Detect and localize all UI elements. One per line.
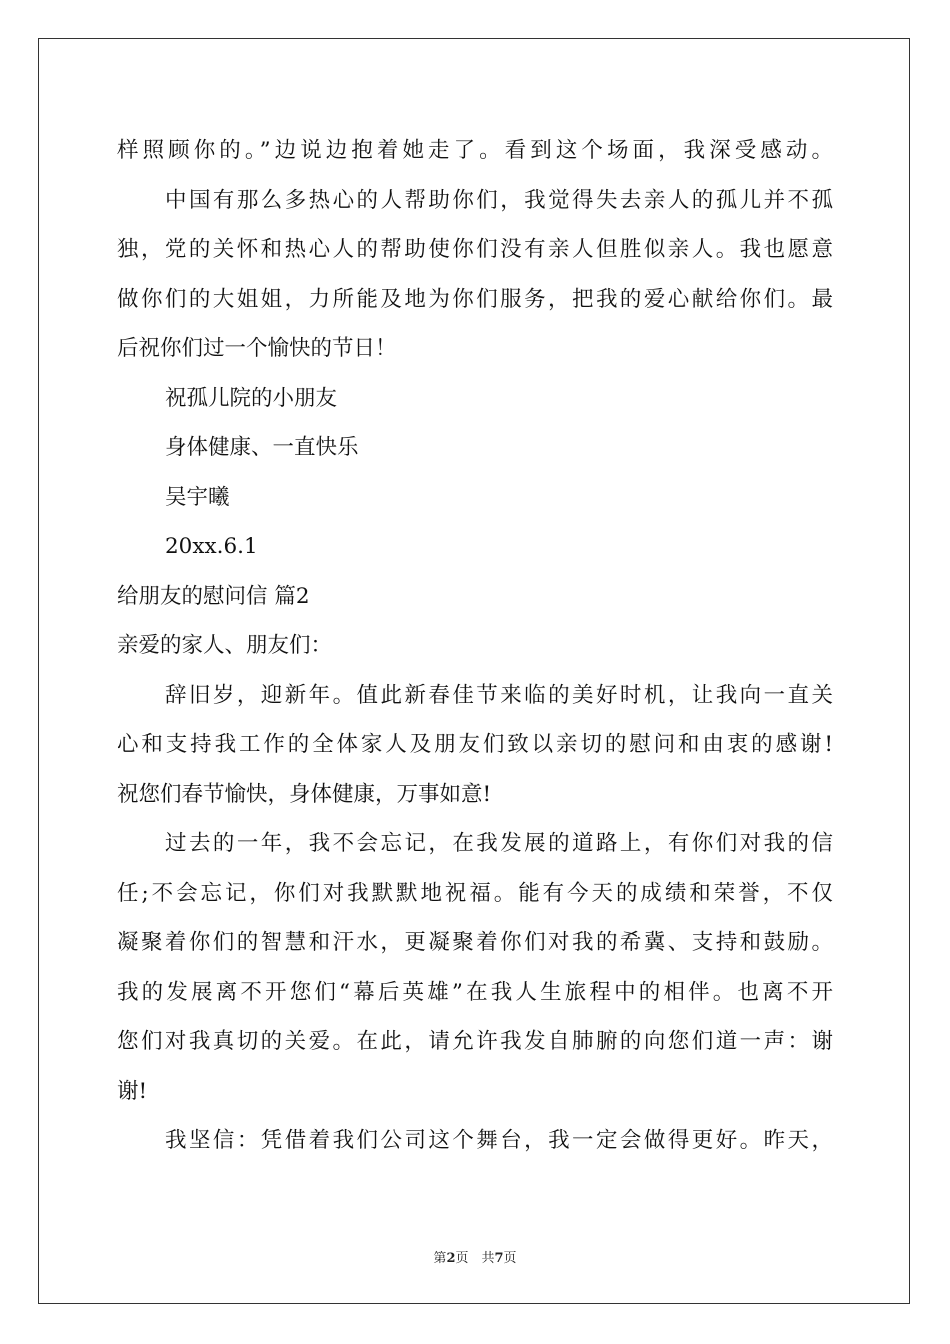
- paragraph-start-line: 过去的一年，我不会忘记，在我发展的道路上，有你们对我的信: [165, 831, 833, 856]
- greeting-line: 身体健康、一直快乐: [165, 435, 359, 460]
- text-line: 您们对我真切的关爱。在此，请允许我发自肺腑的向您们道一声：谢: [117, 1029, 833, 1054]
- footer-page-suffix: 页: [503, 1251, 517, 1266]
- text-line: 独，党的关怀和热心人的帮助使你们没有亲人但胜似亲人。我也愿意: [117, 237, 833, 262]
- text-line: 做你们的大姐姐，力所能及地为你们服务，把我的爱心献给你们。最: [117, 286, 833, 312]
- text-line: 任;不会忘记，你们对我默默地祝福。能有今天的成绩和荣誉，不仅: [117, 880, 833, 906]
- text-line: 后祝你们过一个愉快的节日！: [117, 336, 397, 361]
- footer-page-prefix: 第: [433, 1251, 447, 1266]
- text-line: 谢!: [117, 1078, 148, 1104]
- footer-page-number: 2: [446, 1251, 456, 1266]
- document-body: [117, 126, 833, 1166]
- text-line: 祝您们春节愉快，身体健康，万事如意!: [117, 781, 492, 807]
- text-line: 我的发展离不开您们“幕后英雄”在我人生旅程中的相伴。也离不开: [117, 979, 833, 1005]
- greeting-line: 祝孤儿院的小朋友: [165, 385, 338, 411]
- footer-page-mid: 页 共: [455, 1251, 495, 1266]
- page-footer: [0, 1247, 950, 1266]
- signature-date: 20xx.6.1: [165, 534, 258, 559]
- text-line: 样照顾你的。”边说边抱着她走了。看到这个场面，我深受感动。: [117, 138, 833, 163]
- paragraph-start-line: 我坚信：凭借着我们公司这个舞台，我一定会做得更好。昨天，: [165, 1128, 833, 1153]
- text-line: 凝聚着你们的智慧和汗水，更凝聚着你们对我的希冀、支持和鼓励。: [117, 930, 833, 955]
- paragraph-start-line: 中国有那么多热心的人帮助你们，我觉得失去亲人的孤儿并不孤: [165, 187, 833, 213]
- salutation: 亲爱的家人、朋友们：: [117, 633, 333, 658]
- footer-page-total: 7: [494, 1251, 504, 1266]
- signature-name: 吴宇曦: [165, 484, 230, 510]
- text-line: 心和支持我工作的全体家人及朋友们致以亲切的慰问和由衷的感谢!: [117, 732, 833, 757]
- section-heading: 给朋友的慰问信 篇2: [117, 583, 310, 609]
- paragraph-start-line: 辞旧岁，迎新年。值此新春佳节来临的美好时机，让我向一直关: [165, 682, 833, 708]
